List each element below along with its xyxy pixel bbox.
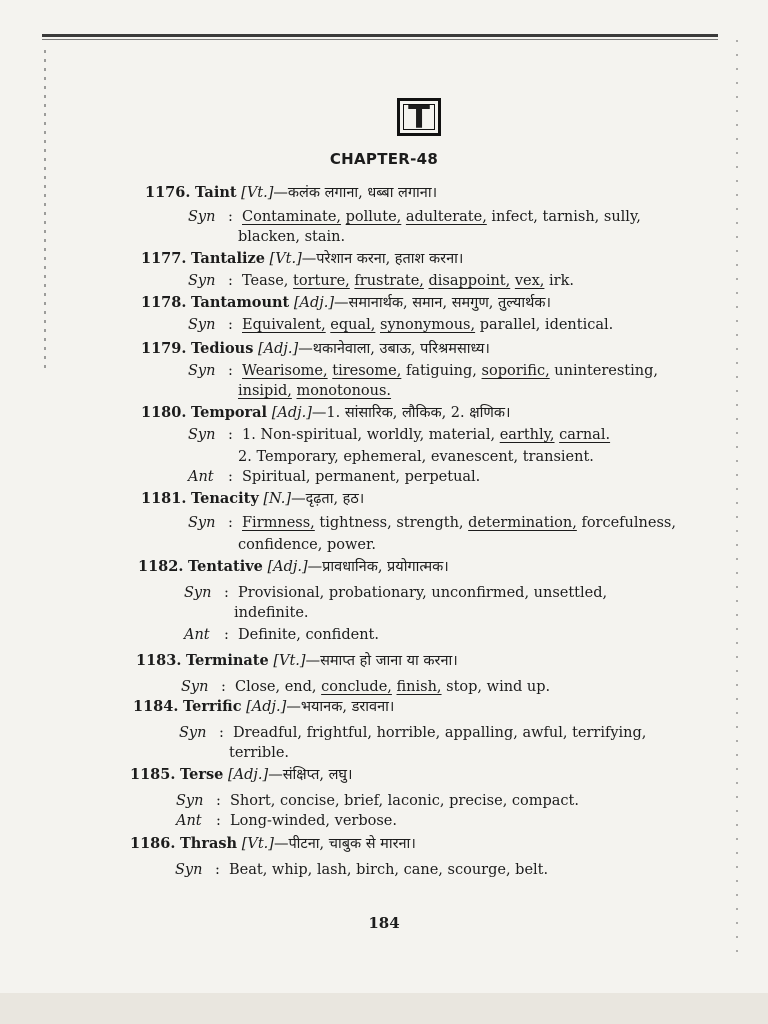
- line-label: Syn: [188, 273, 216, 289]
- entry-word: Terminate: [186, 652, 269, 669]
- line-label: Syn: [176, 793, 204, 809]
- page-edge-marks: [736, 40, 738, 960]
- part-of-speech: [Adj.]: [293, 295, 335, 311]
- entry-word: Terrific: [183, 698, 242, 715]
- line-label: Syn: [188, 363, 216, 379]
- hindi-meaning: —समानार्थक, समान, समगुण, तुल्यार्थक।: [334, 295, 551, 311]
- synonym-line: [176, 791, 579, 811]
- underlined-word: conclude,: [321, 679, 392, 695]
- synonym-line: [175, 860, 548, 880]
- continuation-line: [238, 227, 345, 247]
- line-label: Syn: [188, 515, 216, 531]
- line-label: Syn: [179, 725, 207, 741]
- word-text: indefinite.: [234, 605, 309, 621]
- continuation-line: [238, 535, 376, 555]
- part-of-speech: [Adj.]: [246, 699, 287, 715]
- chapter-title: CHAPTER-48: [329, 150, 439, 168]
- underlined-word: insipid,: [238, 383, 292, 399]
- synonym-line: [188, 207, 641, 227]
- hindi-meaning: —थकानेवाला, उबाऊ, परिश्रमसाध्य।: [298, 341, 490, 357]
- entry-word: Tedious: [191, 340, 254, 357]
- entry-word: Tenacity: [191, 490, 259, 507]
- underlined-word: synonymous,: [380, 317, 476, 333]
- chapter-letter: T: [408, 98, 430, 136]
- underlined-word: disappoint,: [428, 273, 511, 289]
- antonym-line: [176, 811, 397, 831]
- underlined-word: pollute,: [345, 209, 402, 225]
- word-text: blacken, stain.: [238, 229, 346, 245]
- label-colon: :: [228, 427, 233, 443]
- entry-headword-line: [133, 697, 394, 717]
- label-colon: :: [228, 515, 233, 531]
- synonym-line: [188, 361, 658, 381]
- hindi-meaning: —पीटना, चाबुक से मारना।: [273, 836, 416, 852]
- entry-word: Temporal: [191, 404, 268, 421]
- hindi-meaning: —परेशान करना, हताश करना।: [301, 251, 464, 267]
- line-label: Ant: [176, 813, 202, 829]
- entry-headword-line: [138, 557, 449, 577]
- entry-headword-line: [130, 834, 416, 854]
- synonym-line: [188, 425, 610, 445]
- underlined-word: Equivalent,: [242, 317, 326, 333]
- word-text: 2. Temporary, ephemeral, evanescent, transient.: [238, 449, 594, 465]
- hindi-meaning: —प्रावधानिक, प्रयोगात्मक।: [307, 559, 449, 575]
- entry-number: 1178.: [141, 294, 187, 311]
- antonym-line: [188, 467, 480, 487]
- hindi-meaning: —भयानक, डरावना।: [286, 699, 395, 715]
- synonym-line: [181, 677, 550, 697]
- hindi-meaning: —समाप्त हो जाना या करना।: [305, 653, 458, 669]
- label-colon: :: [228, 273, 233, 289]
- hindi-meaning: —1. सांसारिक, लौकिक, 2. क्षणिक।: [311, 405, 511, 421]
- part-of-speech: [Adj.]: [267, 559, 308, 575]
- part-of-speech: [N.]: [263, 491, 292, 507]
- continuation-line: [238, 447, 594, 467]
- line-label: Syn: [184, 585, 212, 601]
- word-text: Short, concise, brief, laconic, precise, compact.: [230, 793, 579, 809]
- continuation-line: [238, 381, 391, 401]
- line-label: Syn: [188, 317, 216, 333]
- word-text: Beat, whip, lash, birch, cane, scourge, belt.: [229, 862, 549, 878]
- word-text: uninteresting,: [549, 363, 659, 379]
- label-colon: :: [224, 585, 229, 601]
- line-label: Syn: [188, 209, 216, 225]
- word-text: tightness, strength,: [314, 515, 469, 531]
- word-text: irk.: [544, 273, 574, 289]
- word-text: forcefulness,: [576, 515, 676, 531]
- synonym-line: [188, 513, 676, 533]
- underlined-word: adulterate,: [405, 209, 487, 225]
- word-text: Close, end,: [235, 679, 322, 695]
- continuation-line: [229, 743, 289, 763]
- page-number: 184: [368, 914, 400, 932]
- continuation-line: [234, 603, 309, 623]
- underlined-word: Firmness,: [242, 515, 315, 531]
- underlined-word: equal,: [330, 317, 376, 333]
- line-label: Syn: [175, 862, 203, 878]
- synonym-line: [179, 723, 646, 743]
- entry-headword-line: [136, 651, 458, 671]
- word-text: terrible.: [229, 745, 290, 761]
- line-label: Syn: [188, 427, 216, 443]
- binding-edge-marks: [44, 50, 46, 370]
- part-of-speech: [Vt.]: [241, 185, 274, 201]
- entry-headword-line: [145, 183, 437, 203]
- part-of-speech: [Vt.]: [269, 251, 302, 267]
- hindi-meaning: —दृढ़ता, हठ।: [291, 491, 365, 507]
- entry-number: 1176.: [145, 184, 191, 201]
- underlined-word: Contaminate,: [242, 209, 342, 225]
- hindi-meaning: —संक्षिप्त, लघु।: [268, 767, 353, 783]
- entry-word: Thrash: [180, 835, 238, 852]
- entry-number: 1184.: [133, 698, 179, 715]
- entry-headword-line: [141, 339, 490, 359]
- entry-number: 1181.: [141, 490, 187, 507]
- word-text: stop, wind up.: [441, 679, 551, 695]
- entry-number: 1180.: [141, 404, 187, 421]
- hindi-meaning: —कलंक लगाना, धब्बा लगाना।: [273, 185, 438, 201]
- label-colon: :: [228, 209, 233, 225]
- underlined-word: Wearisome,: [242, 363, 328, 379]
- entry-word: Terse: [180, 766, 224, 783]
- part-of-speech: [Vt.]: [273, 653, 306, 669]
- label-colon: :: [228, 363, 233, 379]
- entry-headword-line: [141, 489, 364, 509]
- entry-word: Tentative: [188, 558, 263, 575]
- entry-number: 1179.: [141, 340, 187, 357]
- line-label: Ant: [188, 469, 214, 485]
- entry-number: 1177.: [141, 250, 187, 267]
- synonym-line: [184, 583, 607, 603]
- part-of-speech: [Adj.]: [228, 767, 269, 783]
- page-bottom-edge: [0, 993, 768, 1024]
- entry-headword-line: [141, 293, 551, 313]
- entry-number: 1185.: [130, 766, 176, 783]
- line-label: Ant: [184, 627, 210, 643]
- word-text: fatiguing,: [401, 363, 482, 379]
- antonym-line: [184, 625, 379, 645]
- chapter-letter-logo: [397, 98, 441, 136]
- underlined-word: soporific,: [481, 363, 550, 379]
- word-text: confidence, power.: [238, 537, 376, 553]
- word-text: Spiritual, permanent, perpetual.: [242, 469, 481, 485]
- top-rule: [42, 34, 718, 37]
- synonym-line: [188, 315, 613, 335]
- underlined-word: earthly,: [499, 427, 555, 443]
- entry-headword-line: [141, 249, 463, 269]
- synonym-line: [188, 271, 574, 291]
- entry-number: 1183.: [136, 652, 182, 669]
- entry-word: Tantalize: [191, 250, 265, 267]
- label-colon: :: [224, 627, 229, 643]
- underlined-word: tiresome,: [332, 363, 402, 379]
- label-colon: :: [228, 317, 233, 333]
- label-colon: :: [219, 725, 224, 741]
- word-text: Long-winded, verbose.: [230, 813, 397, 829]
- part-of-speech: [Vt.]: [241, 836, 274, 852]
- word-text: Tease,: [242, 273, 294, 289]
- entry-word: Taint: [195, 184, 237, 201]
- label-colon: :: [216, 793, 221, 809]
- label-colon: :: [221, 679, 226, 695]
- word-text: Provisional, probationary, unconfirmed, unsettled,: [238, 585, 608, 601]
- label-colon: :: [228, 469, 233, 485]
- underlined-word: vex,: [514, 273, 545, 289]
- underlined-word: monotonous.: [296, 383, 392, 399]
- part-of-speech: [Adj.]: [258, 341, 299, 357]
- label-colon: :: [216, 813, 221, 829]
- underlined-word: torture,: [293, 273, 350, 289]
- entry-number: 1186.: [130, 835, 176, 852]
- line-label: Syn: [181, 679, 209, 695]
- underlined-word: carnal.: [559, 427, 611, 443]
- underlined-word: finish,: [396, 679, 442, 695]
- entry-number: 1182.: [138, 558, 184, 575]
- underlined-word: determination,: [468, 515, 577, 531]
- entry-headword-line: [130, 765, 353, 785]
- word-text: infect, tarnish, sully,: [486, 209, 641, 225]
- top-rule-thin: [42, 39, 718, 40]
- part-of-speech: [Adj.]: [271, 405, 312, 421]
- word-text: parallel, identical.: [475, 317, 614, 333]
- word-text: 1. Non-spiritual, worldly, material,: [242, 427, 500, 443]
- entry-headword-line: [141, 403, 511, 423]
- entry-word: Tantamount: [191, 294, 290, 311]
- underlined-word: frustrate,: [354, 273, 424, 289]
- label-colon: :: [215, 862, 220, 878]
- word-text: Dreadful, frightful, horrible, appalling, awful, terrifying,: [233, 725, 647, 741]
- word-text: Definite, confident.: [238, 627, 379, 643]
